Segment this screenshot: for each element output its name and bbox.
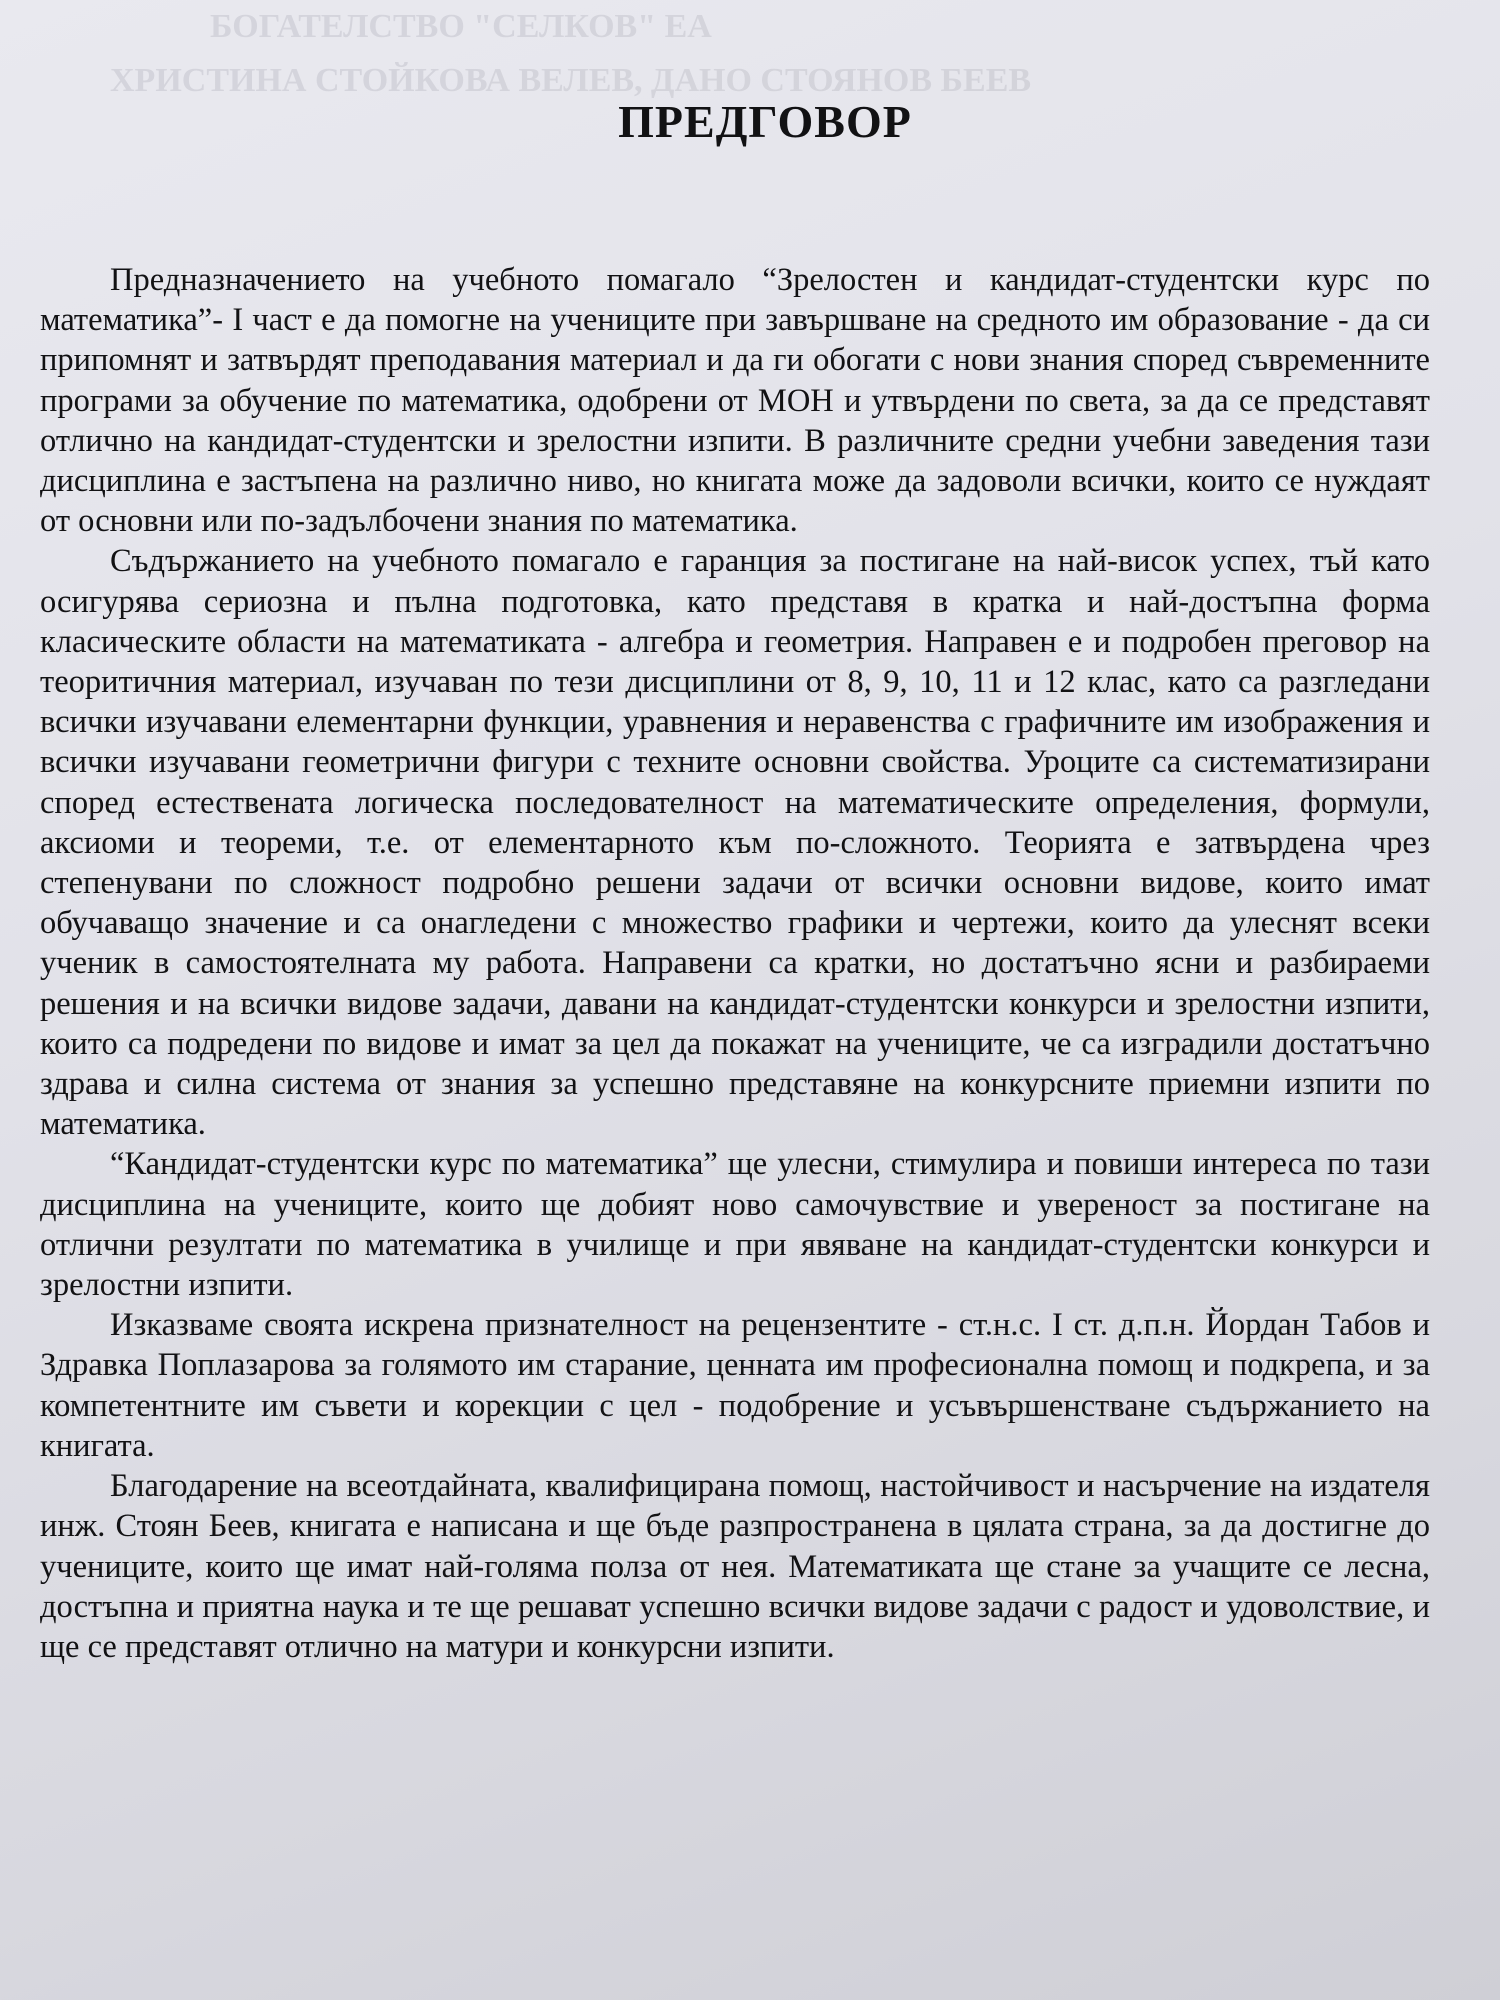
paragraph-acknowledgement: Изказваме своята искрена признателност на рецензентите - ст.н.с. І ст. д.п.н. Йордан Табов и Здравка Поплазарова за голямото им старание, ценната им професионална помощ и подкрепа, и за компетентните им съвети и корекции с цел - подобрение и усъвършенстване съдържанието на книгата. bbox=[40, 1307, 1430, 1464]
bleed-through-text: ХРИСТИНА СТОЙКОВА ВЕЛЕВ, ДАНО СТОЯНОВ БЕЕВ bbox=[110, 62, 1032, 99]
paragraph-content: Съдържанието на учебното помагало е гаранция за постигане на най-висок успех, тъй като осигурява сериозна и пълна подготовка, като представя в кратка и най-достъпна форма класическите области на математиката - алгебра и геометрия. Направен е и подробен преговор на теоритичния материал, изучаван по тези дисциплини от 8, 9, 10, 11 и 12 клас, като са разгледани всички изучавани елементарни функции, уравнения и неравенства с графичните им изображения и всички изучавани геометрични фигури с техните основни свойства. Уроците са систематизирани според естествената логическа последователност на математическите определения, формули, аксиоми и теореми, т.е. от елементарното към по-сложното. Теорията е затвърдена чрез степенувани по сложност подробно решени задачи от всички основни видове, които имат обучаващо значение и са онагледени с множество графики и чертежи, които да улеснят всеки ученик в самостоятелната му работа. Направени са кратки, но достатъчно ясни и разбираеми решения и на всички видове задачи, давани на кандидат-студентски конкурси и зрелостни изпити, които са подредени по видове и имат за цел да покажат на учениците, че са изградили достатъчно здрава и силна система от знания за успешно представяне на конкурсните приемни изпити по математика. bbox=[40, 543, 1430, 1143]
bleed-through-text: БОГАТЕЛСТВО "СЕЛКОВ" ЕА bbox=[210, 8, 712, 45]
paragraph-purpose: Предназначението на учебното помагало “Зрелостен и кандидат-студентски курс по математика”- І част е да помогне на учениците при завършване на средното им образование - да си припомнят и затвърдят преподавания материал и да ги обогати с нови знания според съвременните програми за обучение по математика, одобрени от МОН и утвърдени по света, за да се представят отлично на кандидат-студентски и зрелостни изпити. В различните средни учебни заведения тази дисциплина е застъпена на различно ниво, но книгата може да задоволи всички, които се нуждаят от основни или по-задълбочени знания по математика. bbox=[40, 262, 1430, 540]
page-content bbox=[40, 95, 1430, 1667]
paragraph-benefit: “Кандидат-студентски курс по математика” ще улесни, стимулира и повиши интереса по тази дисциплина на учениците, които ще добият ново самочувствие и увереност за постигане на отлични резултати по математика в училище и при явяване на кандидат-студентски конкурси и зрелостни изпити. bbox=[40, 1146, 1430, 1304]
paragraph-publisher-thanks: Благодарение на всеотдайната, квалифицирана помощ, настойчивост и насърчение на издателя инж. Стоян Беев, книгата е написана и ще бъде разпространена в цялата страна, за да достигне до учениците, които ще имат най-голяма полза от нея. Математиката ще стане за учащите се лесна, достъпна и приятна наука и те ще решават успешно всички видове задачи с радост и удоволствие, и ще се представят отлично на матури и конкурсни изпити. bbox=[40, 1468, 1430, 1665]
page-title: ПРЕДГОВОР bbox=[618, 96, 912, 147]
